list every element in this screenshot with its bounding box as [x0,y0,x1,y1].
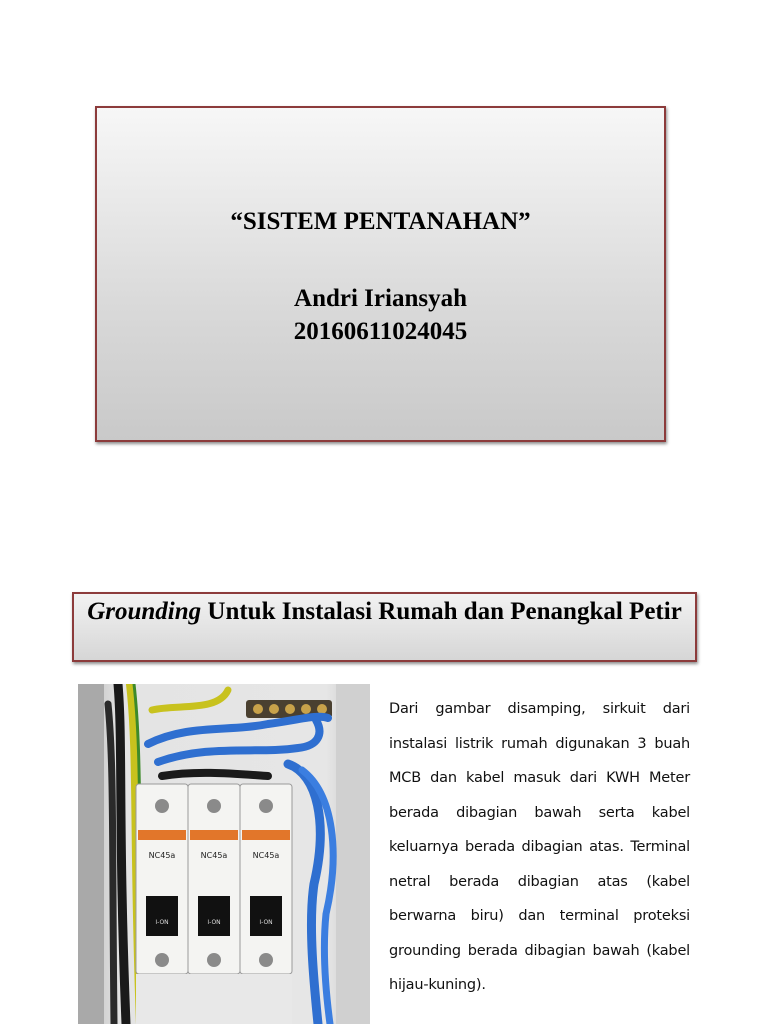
breaker-3 [240,784,292,974]
heading-italic-word: Grounding [87,598,202,625]
breaker-1-switch-text: I-ON [155,919,169,926]
section-heading [72,592,697,662]
mcb-panel-illustration [78,684,370,1024]
title-slide-box [95,106,666,442]
breaker-1-model: NC45a [148,851,176,860]
heading-text: Untuk Instalasi Rumah dan Penangkal Petir [201,598,682,625]
author-block [97,282,664,348]
author-name: Andri Iriansyah [294,285,467,312]
author-id: 20160611024045 [293,318,468,345]
din-rail-cover [136,974,292,1024]
breaker-2 [188,784,240,974]
description-paragraph: Dari gambar disamping, sirkuit dari instalasi listrik rumah digunakan 3 buah MCB dan kabel masuk dari KWH Meter berada dibagian bawah serta kabel keluarnya berada dibagian atas. Terminal netral berada dibagian atas (kabel berwarna biru) dan terminal proteksi grounding berada dibagian bawah (kabel hijau-kuning). [389,701,690,993]
mcb-panel-photo [78,684,370,1024]
breaker-2-model: NC45a [200,851,228,860]
breaker-3-model: NC45a [252,851,280,860]
panel-left-edge [78,684,104,1024]
panel-right-edge [336,684,370,1024]
document-title: “SISTEM PENTANAHAN” [230,208,531,235]
breaker-2-switch-text: I-ON [207,919,221,926]
breaker-3-switch-text: I-ON [259,919,273,926]
breaker-1 [136,784,188,974]
